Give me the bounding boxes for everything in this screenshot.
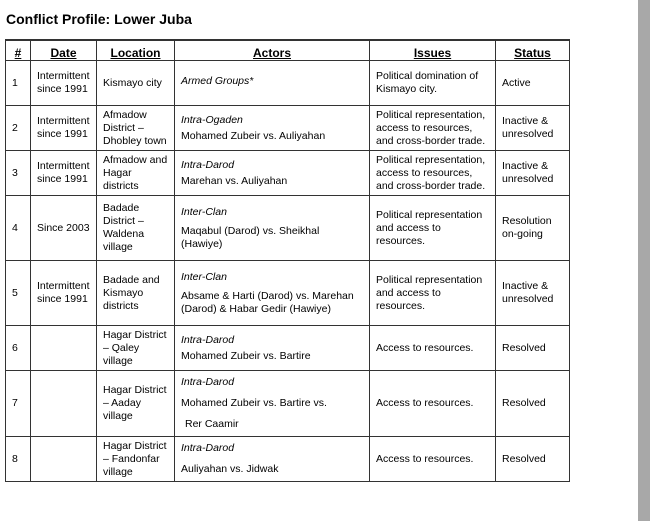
cell-location: Afmadow District – Dhobley town: [97, 106, 175, 151]
cell-num: 5: [6, 261, 31, 326]
actor-names: Mohamed Zubeir vs. Bartire vs.: [181, 397, 327, 409]
table-row: [6, 61, 570, 106]
cell-actors: [175, 437, 370, 482]
cell-num: 6: [6, 326, 31, 371]
cell-actors: [175, 371, 370, 437]
header-status: Status: [496, 40, 570, 61]
cell-issues: Political domination of Kismayo city.: [370, 61, 496, 106]
header-location: Location: [97, 40, 175, 61]
cell-num: 1: [6, 61, 31, 106]
actor-type: Inter-Clan: [181, 205, 227, 218]
cell-issues: Political representation and access to resources.: [370, 196, 496, 261]
actor-names: Marehan vs. Auliyahan: [181, 174, 288, 187]
header-date: Date: [31, 40, 97, 61]
table-row: [6, 326, 570, 371]
cell-date: Intermittent since 1991: [31, 261, 97, 326]
actor-names: Mohamed Zubeir vs. Auliyahan: [181, 129, 326, 142]
cell-location: Kismayo city: [97, 61, 175, 106]
actor-type: Intra-Ogaden: [181, 113, 243, 126]
cell-issues: Political representation, access to resources, and cross-border trade.: [370, 151, 496, 196]
cell-date: [31, 326, 97, 371]
cell-status: Active: [496, 61, 570, 106]
cell-issues: Access to resources.: [370, 326, 496, 371]
cell-num: 2: [6, 106, 31, 151]
cell-date: Intermittent since 1991: [31, 151, 97, 196]
actor-type: Intra-Darod: [181, 333, 235, 346]
cell-issues: Political representation, access to resources, and cross-border trade.: [370, 106, 496, 151]
cell-num: 7: [6, 371, 31, 437]
cell-location: Badade and Kismayo districts: [97, 261, 175, 326]
cell-actors: [175, 61, 370, 106]
cell-date: Intermittent since 1991: [31, 106, 97, 151]
cell-actors: [175, 196, 370, 261]
cell-location: Afmadow and Hagar districts: [97, 151, 175, 196]
cell-status: Resolution on-going: [496, 196, 570, 261]
actor-names: Maqabul (Darod) vs. Sheikhal (Hawiye): [181, 224, 320, 250]
cell-status: Resolved: [496, 437, 570, 482]
cell-num: 4: [6, 196, 31, 261]
cell-actors: [175, 106, 370, 151]
actor-type: Intra-Darod: [181, 442, 235, 454]
table-row: [6, 196, 570, 261]
cell-actors: [175, 326, 370, 371]
cell-location: Hagar District – Qaley village: [97, 326, 175, 371]
table-row: [6, 437, 570, 482]
cell-issues: Access to resources.: [370, 437, 496, 482]
cell-date: [31, 371, 97, 437]
cell-actors: [175, 261, 370, 326]
actor-type: Armed Groups*: [181, 75, 254, 87]
cell-num: 8: [6, 437, 31, 482]
cell-date: [31, 437, 97, 482]
table-row: [6, 261, 570, 326]
table-row: [6, 151, 570, 196]
table-row: [6, 106, 570, 151]
cell-location: Hagar District – Aaday village: [97, 371, 175, 437]
cell-status: Inactive & unresolved: [496, 151, 570, 196]
cell-actors: [175, 151, 370, 196]
table-row: [6, 371, 570, 437]
cell-status: Resolved: [496, 371, 570, 437]
cell-date: Since 2003: [31, 196, 97, 261]
cell-issues: Political representation and access to resources.: [370, 261, 496, 326]
actor-type: Intra-Darod: [181, 158, 235, 171]
vertical-scrollbar[interactable]: [638, 0, 650, 521]
cell-status: Inactive & unresolved: [496, 106, 570, 151]
cell-status: Inactive & unresolved: [496, 261, 570, 326]
conflict-table: [5, 39, 570, 482]
header-actors: Actors: [175, 40, 370, 61]
cell-issues: Access to resources.: [370, 371, 496, 437]
actor-type: Intra-Darod: [181, 376, 235, 388]
header-num: #: [6, 40, 31, 61]
actor-names: Auliyahan vs. Jidwak: [181, 463, 279, 475]
header-issues: Issues: [370, 40, 496, 61]
table-header-row: [6, 40, 570, 61]
cell-num: 3: [6, 151, 31, 196]
page-title: Conflict Profile: Lower Juba: [6, 11, 192, 27]
cell-status: Resolved: [496, 326, 570, 371]
actor-names: Mohamed Zubeir vs. Bartire: [181, 349, 311, 362]
actor-names: Absame & Harti (Darod) vs. Marehan (Darod) & Habar Gedir (Hawiye): [181, 289, 354, 315]
actor-names-continued: Rer Caamir: [185, 418, 239, 430]
cell-location: Badade District – Waldena village: [97, 196, 175, 261]
cell-location: Hagar District – Fandonfar village: [97, 437, 175, 482]
actor-type: Inter-Clan: [181, 270, 227, 283]
cell-date: Intermittent since 1991: [31, 61, 97, 106]
